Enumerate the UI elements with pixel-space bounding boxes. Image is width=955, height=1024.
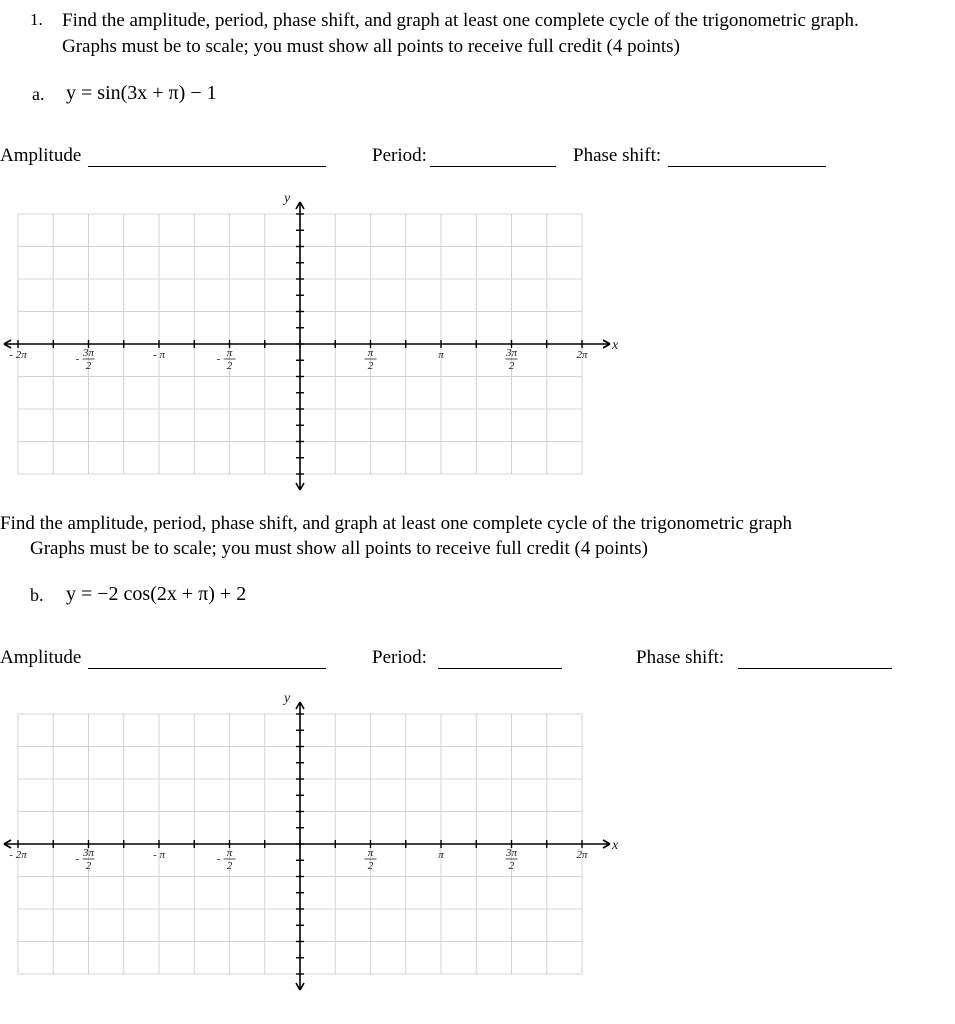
tick-label-denominator: 2 <box>508 360 515 372</box>
amplitude-blank-b[interactable] <box>88 668 326 669</box>
x-axis-label: x <box>612 838 619 853</box>
tick-label-denominator: 2 <box>226 860 233 872</box>
x-tick-label <box>365 347 377 372</box>
instruction-line-1: Find the amplitude, period, phase shift, and graph at least one complete cycle of the trigonometric graph. <box>62 10 859 31</box>
x-tick-label <box>9 849 27 861</box>
instruction-line-2-b: Graphs must be to scale; you must show all points to receive full credit (4 points) <box>30 538 648 559</box>
tick-label-numerator: π <box>226 847 233 859</box>
amplitude-label-b: Amplitude <box>0 647 82 668</box>
amplitude-label-a: Amplitude <box>0 145 82 166</box>
tick-label-minus: - <box>216 353 221 365</box>
tick-label-numerator: 3π <box>82 847 95 859</box>
tick-label-denominator: 2 <box>85 360 92 372</box>
x-tick-label <box>438 349 444 361</box>
tick-label-denominator: 2 <box>508 860 515 872</box>
tick-label: 2π <box>576 349 588 361</box>
tick-label-minus: - <box>75 853 80 865</box>
tick-label-denominator: 2 <box>226 360 233 372</box>
period-blank-a[interactable] <box>430 166 556 167</box>
phase-shift-label-a: Phase shift: <box>573 145 662 166</box>
period-blank-b[interactable] <box>438 668 562 669</box>
equation-b: y = −2 cos(2x + π) + 2 <box>66 583 247 605</box>
x-tick-label <box>9 349 27 361</box>
tick-label-minus: - <box>75 353 80 365</box>
x-tick-label <box>365 847 377 872</box>
period-label-a: Period: <box>372 145 427 166</box>
x-tick-label <box>505 847 518 872</box>
tick-label-numerator: 3π <box>505 847 518 859</box>
question-number: 1. <box>30 10 43 29</box>
tick-label: - 2π <box>9 849 27 861</box>
tick-label-numerator: 3π <box>82 347 95 359</box>
x-tick-label <box>576 349 588 361</box>
x-tick-label <box>505 347 518 372</box>
instruction-line-2: Graphs must be to scale; you must show all points to receive full credit (4 points) <box>62 36 680 57</box>
phase-shift-blank-b[interactable] <box>738 668 892 669</box>
equation-a: y = sin(3x + π) − 1 <box>66 82 217 104</box>
x-tick-label <box>76 347 95 372</box>
tick-label: π <box>438 349 444 361</box>
x-axis-label: x <box>612 338 619 353</box>
y-axis-label: y <box>284 691 291 706</box>
tick-label-denominator: 2 <box>85 860 92 872</box>
tick-label-numerator: π <box>367 347 374 359</box>
tick-label-numerator: π <box>226 347 233 359</box>
tick-label: - 2π <box>9 349 27 361</box>
period-label-b: Period: <box>372 647 427 668</box>
part-a-label: a. <box>32 84 45 104</box>
x-tick-label <box>153 349 165 361</box>
x-tick-label <box>217 347 236 372</box>
tick-label-numerator: π <box>367 847 374 859</box>
x-tick-label <box>576 849 588 861</box>
x-tick-label <box>217 847 236 872</box>
tick-label: - π <box>153 349 165 361</box>
tick-label-denominator: 2 <box>367 360 374 372</box>
tick-label: 2π <box>576 849 588 861</box>
y-axis-label: y <box>284 191 291 206</box>
tick-label: - π <box>153 849 165 861</box>
tick-label: π <box>438 849 444 861</box>
amplitude-blank-a[interactable] <box>88 166 326 167</box>
coordinate-grid-a[interactable] <box>0 188 630 498</box>
x-tick-label <box>76 847 95 872</box>
x-tick-label <box>438 849 444 861</box>
tick-label-numerator: 3π <box>505 347 518 359</box>
tick-label-minus: - <box>216 853 221 865</box>
coordinate-grid-b[interactable] <box>0 688 630 998</box>
x-tick-label <box>153 849 165 861</box>
phase-shift-blank-a[interactable] <box>668 166 826 167</box>
tick-label-denominator: 2 <box>367 860 374 872</box>
part-b-label: b. <box>30 585 44 605</box>
phase-shift-label-b: Phase shift: <box>636 647 725 668</box>
instruction-line-1-b: Find the amplitude, period, phase shift, and graph at least one complete cycle of the trigonometric graph <box>0 513 792 534</box>
